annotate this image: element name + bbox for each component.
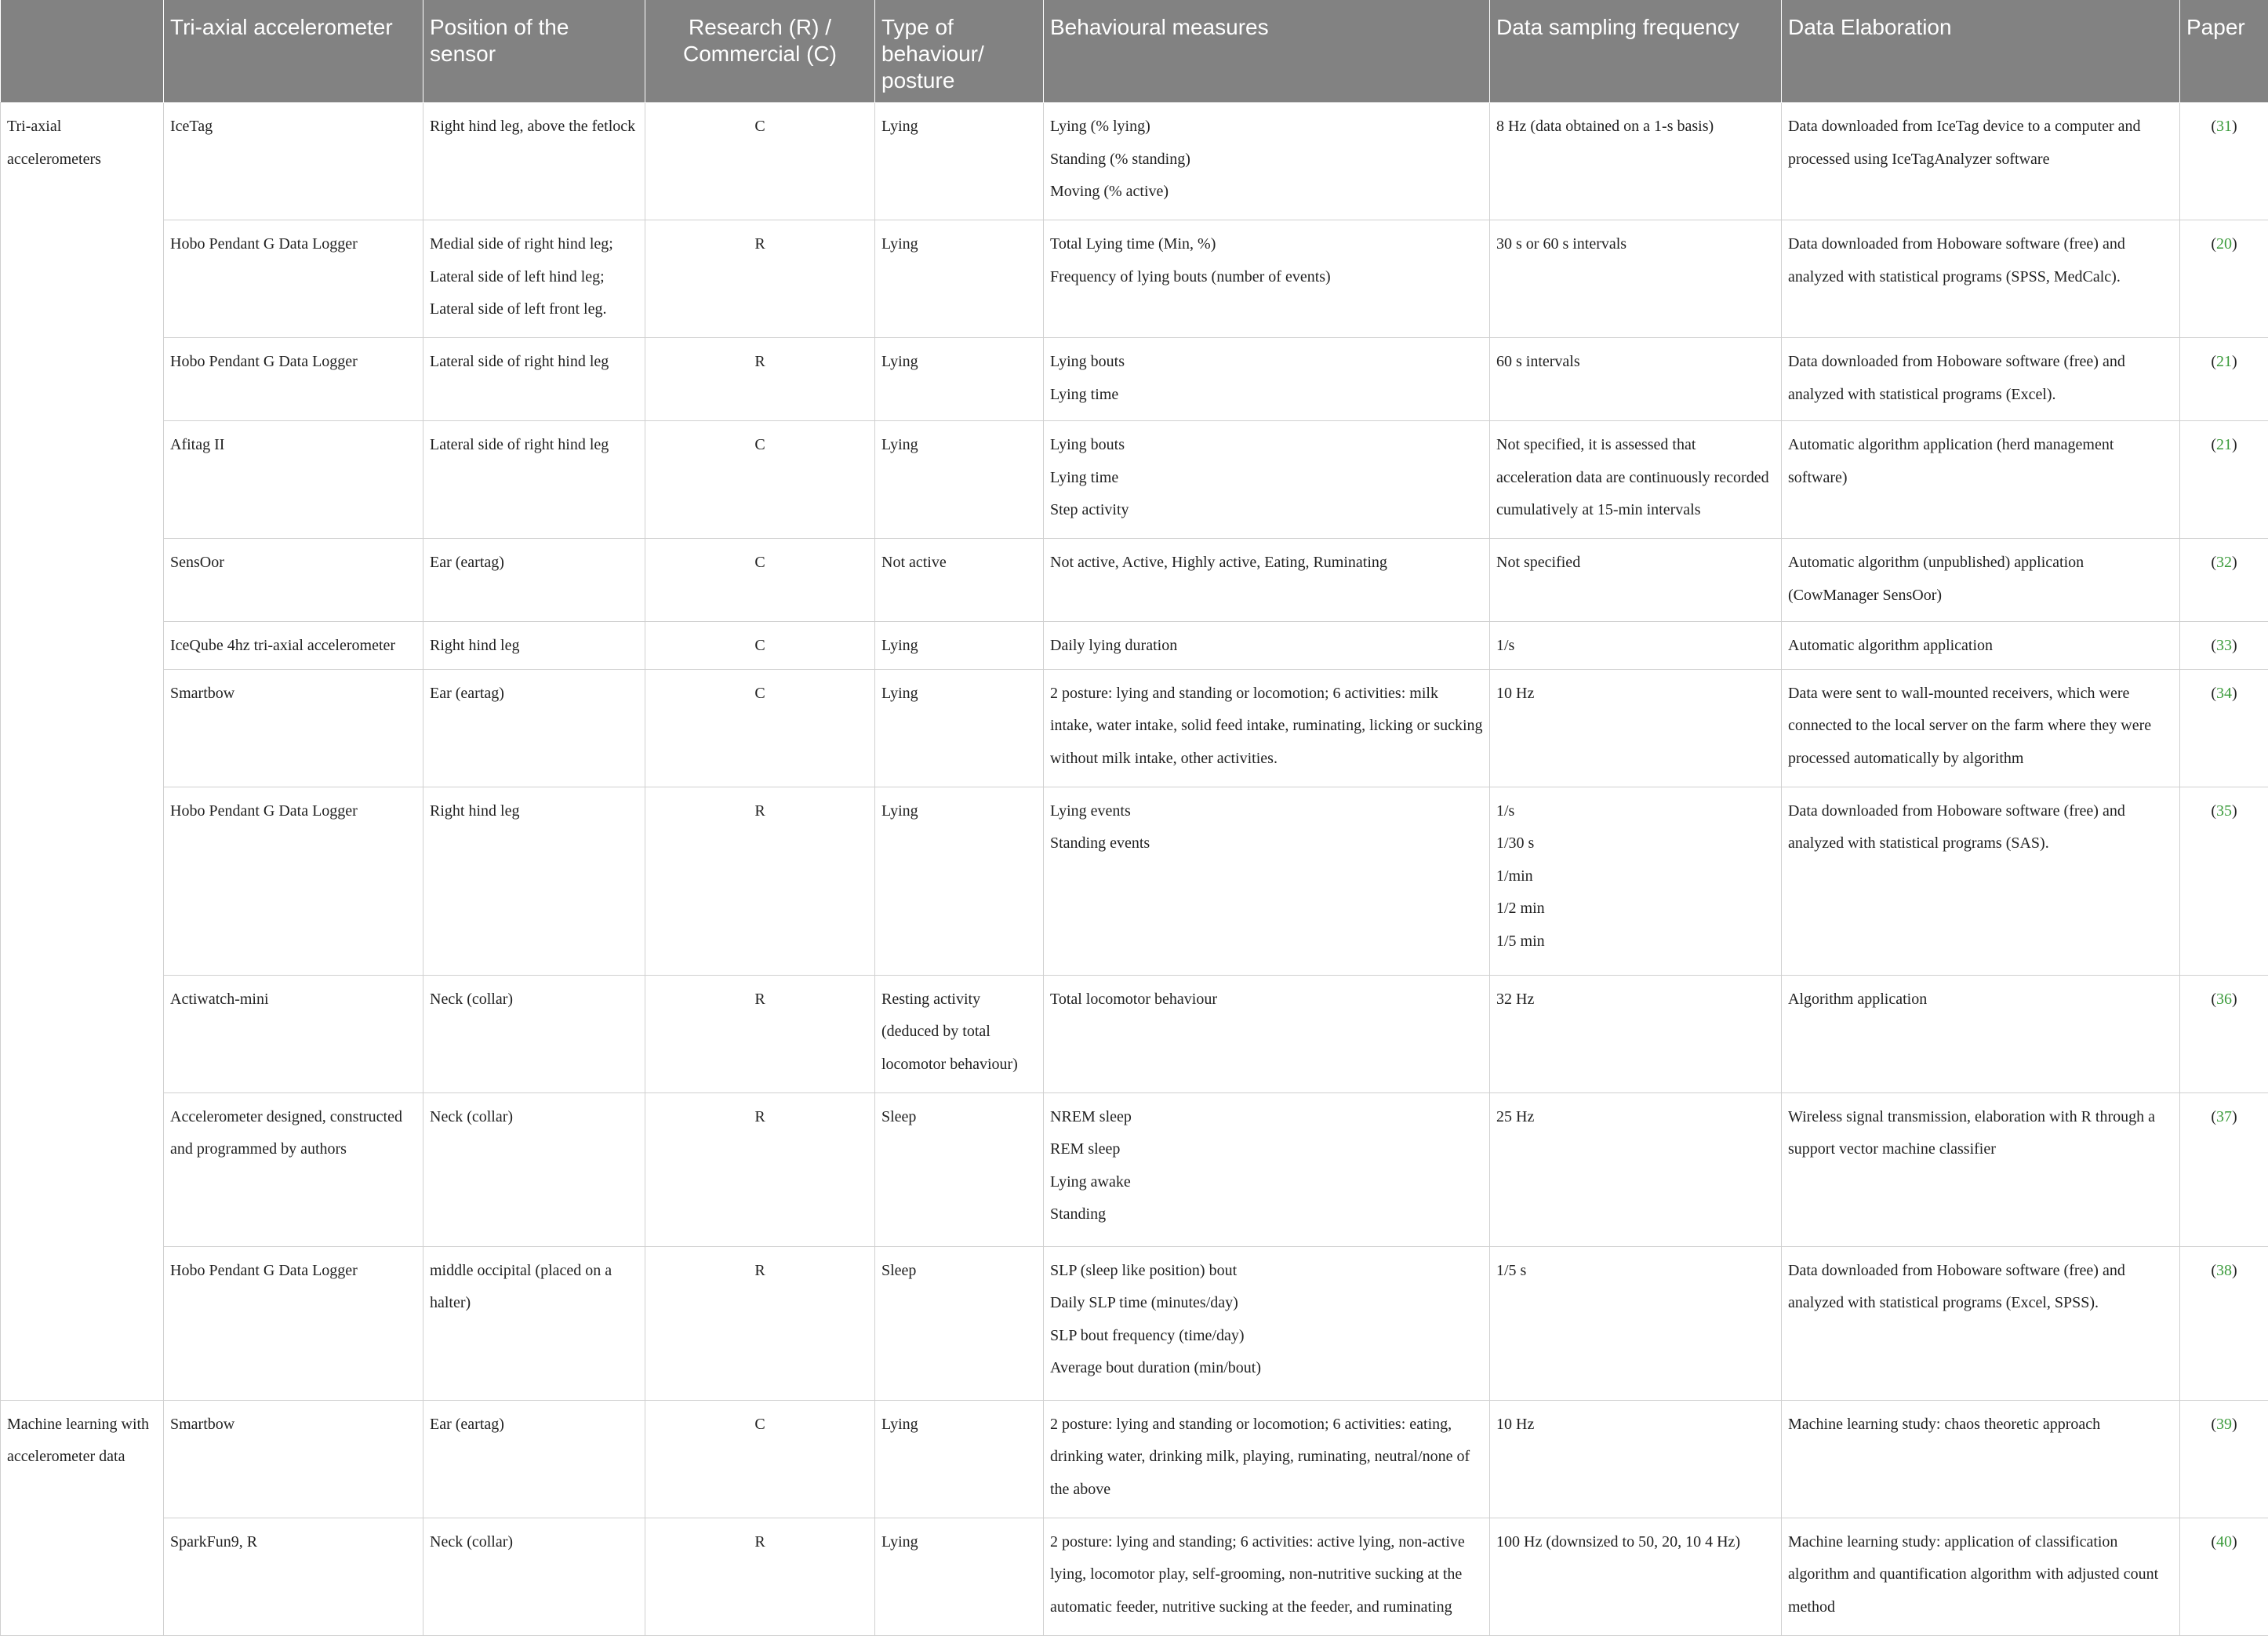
header-category	[1, 0, 164, 103]
data-elaboration-cell: Automatic algorithm (unpublished) application (CowManager SensOor)	[1782, 539, 2180, 622]
behavioural-measures-cell-line: Lying awake	[1050, 1166, 1483, 1199]
sampling-frequency-cell	[1490, 220, 1782, 338]
header-research-commercial: Research (R) / Commercial (C)	[645, 0, 875, 103]
header-data-elaboration: Data Elaboration	[1782, 0, 2180, 103]
behaviour-type-cell: Lying	[875, 421, 1044, 539]
behavioural-measures-cell-line: Average bout duration (min/bout)	[1050, 1352, 1483, 1385]
paper-reference-cell: (33)	[2180, 622, 2268, 670]
behavioural-measures-cell-line: Lying (% lying)	[1050, 111, 1483, 144]
table-row	[1, 421, 2268, 539]
data-elaboration-cell: Automatic algorithm application (herd management software)	[1782, 421, 2180, 539]
header-behavioural-measures: Behavioural measures	[1044, 0, 1490, 103]
sampling-frequency-cell-line: 100 Hz (downsized to 50, 20, 10 4 Hz)	[1496, 1526, 1775, 1559]
behavioural-measures-cell	[1044, 622, 1490, 670]
device-cell: Accelerometer designed, constructed and programmed by authors	[164, 1092, 423, 1246]
device-cell: Hobo Pendant G Data Logger	[164, 1246, 423, 1400]
behavioural-measures-cell	[1044, 669, 1490, 787]
research-commercial-cell: C	[645, 539, 875, 622]
table-row	[1, 1400, 2268, 1518]
table-row	[1, 622, 2268, 670]
sampling-frequency-cell	[1490, 622, 1782, 670]
sampling-frequency-cell	[1490, 787, 1782, 975]
paper-reference-cell: (37)	[2180, 1092, 2268, 1246]
sampling-frequency-cell-line: 8 Hz (data obtained on a 1-s basis)	[1496, 111, 1775, 144]
sampling-frequency-cell	[1490, 421, 1782, 539]
behavioural-measures-cell	[1044, 421, 1490, 539]
position-cell: Lateral side of right hind leg	[423, 338, 645, 421]
table-row	[1, 669, 2268, 787]
paper-reference-cell: (21)	[2180, 421, 2268, 539]
device-cell: Actiwatch-mini	[164, 975, 423, 1092]
paper-reference-link[interactable]: 38	[2216, 1262, 2232, 1279]
research-commercial-cell: C	[645, 1400, 875, 1518]
behavioural-measures-cell-line: 2 posture: lying and standing or locomotion; 6 activities: eating, drinking water, drinking milk, playing, ruminating, neutral/none of the above	[1050, 1409, 1483, 1507]
position-cell: Right hind leg, above the fetlock	[423, 103, 645, 220]
position-cell: Ear (eartag)	[423, 669, 645, 787]
paper-reference-cell: (35)	[2180, 787, 2268, 975]
device-cell: IceTag	[164, 103, 423, 220]
behavioural-measures-cell	[1044, 1518, 1490, 1635]
behavioural-measures-cell-line: Standing	[1050, 1198, 1483, 1231]
data-elaboration-cell: Data downloaded from Hoboware software (free) and analyzed with statistical programs (SPSS, MedCalc).	[1782, 220, 2180, 338]
behavioural-measures-cell-line: Daily SLP time (minutes/day)	[1050, 1287, 1483, 1320]
device-cell: SparkFun9, R	[164, 1518, 423, 1635]
table-body	[1, 103, 2268, 1636]
device-cell: Hobo Pendant G Data Logger	[164, 220, 423, 338]
sampling-frequency-cell-line: Not specified	[1496, 547, 1775, 580]
behavioural-measures-cell-line: Daily lying duration	[1050, 630, 1483, 663]
table-row	[1, 539, 2268, 622]
research-commercial-cell: R	[645, 1246, 875, 1400]
sampling-frequency-cell	[1490, 669, 1782, 787]
category-cell: Machine learning with accelerometer data	[1, 1400, 164, 1635]
paper-reference-link[interactable]: 36	[2216, 991, 2232, 1008]
paper-reference-link[interactable]: 31	[2216, 118, 2232, 135]
behaviour-type-cell: Not active	[875, 539, 1044, 622]
data-elaboration-cell: Machine learning study: application of classification algorithm and quantification algorithm with adjusted count method	[1782, 1518, 2180, 1635]
behavioural-measures-cell-line: 2 posture: lying and standing or locomotion; 6 activities: milk intake, water intake, solid feed intake, ruminating, licking or sucking without milk intake, other activities.	[1050, 678, 1483, 776]
paper-reference-link[interactable]: 21	[2216, 353, 2232, 370]
table-row	[1, 975, 2268, 1092]
behavioural-measures-cell-line: Frequency of lying bouts (number of events)	[1050, 261, 1483, 294]
behavioural-measures-cell	[1044, 1400, 1490, 1518]
header-position: Position of the sensor	[423, 0, 645, 103]
header-paper: Paper	[2180, 0, 2268, 103]
behavioural-measures-cell-line: Moving (% active)	[1050, 176, 1483, 209]
sampling-frequency-cell	[1490, 1092, 1782, 1246]
behavioural-measures-cell	[1044, 1246, 1490, 1400]
behavioural-measures-cell-line: NREM sleep	[1050, 1101, 1483, 1134]
research-commercial-cell: C	[645, 421, 875, 539]
behavioural-measures-cell	[1044, 103, 1490, 220]
data-elaboration-cell: Data downloaded from Hoboware software (free) and analyzed with statistical programs (Excel).	[1782, 338, 2180, 421]
paper-reference-cell: (20)	[2180, 220, 2268, 338]
research-commercial-cell: R	[645, 1092, 875, 1246]
position-cell: Neck (collar)	[423, 975, 645, 1092]
sampling-frequency-cell-line: 1/min	[1496, 860, 1775, 893]
sampling-frequency-cell-line: 1/5 min	[1496, 925, 1775, 958]
paper-reference-link[interactable]: 37	[2216, 1108, 2232, 1125]
behavioural-measures-cell-line: Total locomotor behaviour	[1050, 983, 1483, 1016]
behavioural-measures-cell-line: Lying time	[1050, 379, 1483, 412]
behavioural-measures-cell	[1044, 539, 1490, 622]
position-cell: Lateral side of right hind leg	[423, 421, 645, 539]
sampling-frequency-cell-line: 30 s or 60 s intervals	[1496, 228, 1775, 261]
sampling-frequency-cell-line: 10 Hz	[1496, 678, 1775, 711]
device-cell: SensOor	[164, 539, 423, 622]
device-cell: IceQube 4hz tri-axial accelerometer	[164, 622, 423, 670]
position-cell: Right hind leg	[423, 622, 645, 670]
device-cell: Hobo Pendant G Data Logger	[164, 787, 423, 975]
table-row	[1, 103, 2268, 220]
sampling-frequency-cell	[1490, 975, 1782, 1092]
position-cell: Ear (eartag)	[423, 1400, 645, 1518]
behaviour-type-cell: Lying	[875, 787, 1044, 975]
research-commercial-cell: R	[645, 220, 875, 338]
sampling-frequency-cell-line: 10 Hz	[1496, 1409, 1775, 1441]
table-row	[1, 787, 2268, 975]
data-elaboration-cell: Algorithm application	[1782, 975, 2180, 1092]
behavioural-measures-cell-line: Standing (% standing)	[1050, 144, 1483, 176]
paper-reference-cell: (40)	[2180, 1518, 2268, 1635]
header-behaviour-type: Type of behaviour/ posture	[875, 0, 1044, 103]
behavioural-measures-cell-line: Total Lying time (Min, %)	[1050, 228, 1483, 261]
sampling-frequency-cell-line: 1/30 s	[1496, 827, 1775, 860]
data-elaboration-cell: Data downloaded from Hoboware software (free) and analyzed with statistical programs (Excel, SPSS).	[1782, 1246, 2180, 1400]
data-elaboration-cell: Data downloaded from IceTag device to a computer and processed using IceTagAnalyzer software	[1782, 103, 2180, 220]
behavioural-measures-cell	[1044, 338, 1490, 421]
research-commercial-cell: C	[645, 103, 875, 220]
table-header	[1, 0, 2268, 103]
sampling-frequency-cell-line: Not specified, it is assessed that acceleration data are continuously recorded cumulatively at 15-min intervals	[1496, 429, 1775, 527]
position-cell: Neck (collar)	[423, 1518, 645, 1635]
behaviour-type-cell: Sleep	[875, 1246, 1044, 1400]
behavioural-measures-cell	[1044, 1092, 1490, 1246]
sampling-frequency-cell	[1490, 1518, 1782, 1635]
paper-reference-link[interactable]: 40	[2216, 1533, 2232, 1551]
behavioural-measures-cell	[1044, 220, 1490, 338]
behavioural-measures-cell-line: Lying events	[1050, 795, 1483, 828]
device-cell: Smartbow	[164, 669, 423, 787]
paper-reference-link[interactable]: 33	[2216, 637, 2232, 654]
behavioural-measures-cell-line: Lying time	[1050, 462, 1483, 495]
behavioural-measures-cell-line: Not active, Active, Highly active, Eating, Ruminating	[1050, 547, 1483, 580]
paper-reference-cell: (38)	[2180, 1246, 2268, 1400]
paper-reference-link[interactable]: 34	[2216, 685, 2232, 702]
table-row	[1, 1246, 2268, 1400]
sampling-frequency-cell-line: 1/2 min	[1496, 893, 1775, 925]
table-row	[1, 338, 2268, 421]
behavioural-measures-cell-line: SLP bout frequency (time/day)	[1050, 1320, 1483, 1353]
position-cell: Neck (collar)	[423, 1092, 645, 1246]
paper-reference-cell: (31)	[2180, 103, 2268, 220]
position-cell: middle occipital (placed on a halter)	[423, 1246, 645, 1400]
device-cell: Smartbow	[164, 1400, 423, 1518]
behaviour-type-cell: Lying	[875, 220, 1044, 338]
paper-reference-link[interactable]: 21	[2216, 436, 2232, 453]
behavioural-measures-cell-line: 2 posture: lying and standing; 6 activities: active lying, non-active lying, locomotor play, self-grooming, non-nutritive sucking at the automatic feeder, nutritive sucking at the feeder, and ruminating	[1050, 1526, 1483, 1624]
research-commercial-cell: R	[645, 338, 875, 421]
behaviour-type-cell: Resting activity (deduced by total locomotor behaviour)	[875, 975, 1044, 1092]
paper-reference-link[interactable]: 32	[2216, 554, 2232, 571]
behaviour-type-cell: Sleep	[875, 1092, 1044, 1246]
research-commercial-cell: R	[645, 787, 875, 975]
header-device: Tri-axial accelerometer	[164, 0, 423, 103]
paper-reference-cell: (34)	[2180, 669, 2268, 787]
paper-reference-link[interactable]: 35	[2216, 802, 2232, 820]
behavioural-measures-cell	[1044, 787, 1490, 975]
sampling-frequency-cell-line: 1/s	[1496, 795, 1775, 828]
sampling-frequency-cell	[1490, 103, 1782, 220]
paper-reference-link[interactable]: 39	[2216, 1416, 2232, 1433]
behaviour-type-cell: Lying	[875, 338, 1044, 421]
table-row	[1, 1518, 2268, 1635]
paper-reference-cell: (36)	[2180, 975, 2268, 1092]
behaviour-type-cell: Lying	[875, 1400, 1044, 1518]
research-commercial-cell: R	[645, 975, 875, 1092]
behavioural-measures-cell-line: SLP (sleep like position) bout	[1050, 1255, 1483, 1288]
data-elaboration-cell: Data downloaded from Hoboware software (free) and analyzed with statistical programs (SAS).	[1782, 787, 2180, 975]
behavioural-measures-cell-line: Lying bouts	[1050, 346, 1483, 379]
table-row	[1, 1092, 2268, 1246]
paper-reference-cell: (39)	[2180, 1400, 2268, 1518]
sampling-frequency-cell	[1490, 338, 1782, 421]
category-cell: Tri-axial accelerometers	[1, 103, 164, 1401]
paper-reference-cell: (21)	[2180, 338, 2268, 421]
behavioural-measures-cell	[1044, 975, 1490, 1092]
sampling-frequency-cell-line: 1/s	[1496, 630, 1775, 663]
behavioural-measures-cell-line: Step activity	[1050, 494, 1483, 527]
data-elaboration-cell: Data were sent to wall-mounted receivers, which were connected to the local server on the farm where they were processed automatically by algorithm	[1782, 669, 2180, 787]
sampling-frequency-cell-line: 60 s intervals	[1496, 346, 1775, 379]
behavioural-measures-cell-line: Standing events	[1050, 827, 1483, 860]
behaviour-type-cell: Lying	[875, 103, 1044, 220]
sampling-frequency-cell	[1490, 1246, 1782, 1400]
behaviour-type-cell: Lying	[875, 622, 1044, 670]
data-elaboration-cell: Machine learning study: chaos theoretic approach	[1782, 1400, 2180, 1518]
sampling-frequency-cell	[1490, 539, 1782, 622]
paper-reference-link[interactable]: 20	[2216, 235, 2232, 253]
behavioural-measures-cell-line: Lying bouts	[1050, 429, 1483, 462]
position-cell: Ear (eartag)	[423, 539, 645, 622]
research-commercial-cell: R	[645, 1518, 875, 1635]
behaviour-type-cell: Lying	[875, 669, 1044, 787]
sampling-frequency-cell	[1490, 1400, 1782, 1518]
paper-reference-cell: (32)	[2180, 539, 2268, 622]
data-elaboration-cell: Wireless signal transmission, elaboration with R through a support vector machine classifier	[1782, 1092, 2180, 1246]
data-elaboration-cell: Automatic algorithm application	[1782, 622, 2180, 670]
sampling-frequency-cell-line: 1/5 s	[1496, 1255, 1775, 1288]
research-commercial-cell: C	[645, 622, 875, 670]
position-cell: Right hind leg	[423, 787, 645, 975]
device-cell: Afitag II	[164, 421, 423, 539]
header-sampling-frequency: Data sampling frequency	[1490, 0, 1782, 103]
sampling-frequency-cell-line: 25 Hz	[1496, 1101, 1775, 1134]
research-commercial-cell: C	[645, 669, 875, 787]
behavioural-measures-cell-line: REM sleep	[1050, 1133, 1483, 1166]
table-row	[1, 220, 2268, 338]
device-cell: Hobo Pendant G Data Logger	[164, 338, 423, 421]
sampling-frequency-cell-line: 32 Hz	[1496, 983, 1775, 1016]
position-cell: Medial side of right hind leg; Lateral side of left hind leg; Lateral side of left front leg.	[423, 220, 645, 338]
behaviour-type-cell: Lying	[875, 1518, 1044, 1635]
